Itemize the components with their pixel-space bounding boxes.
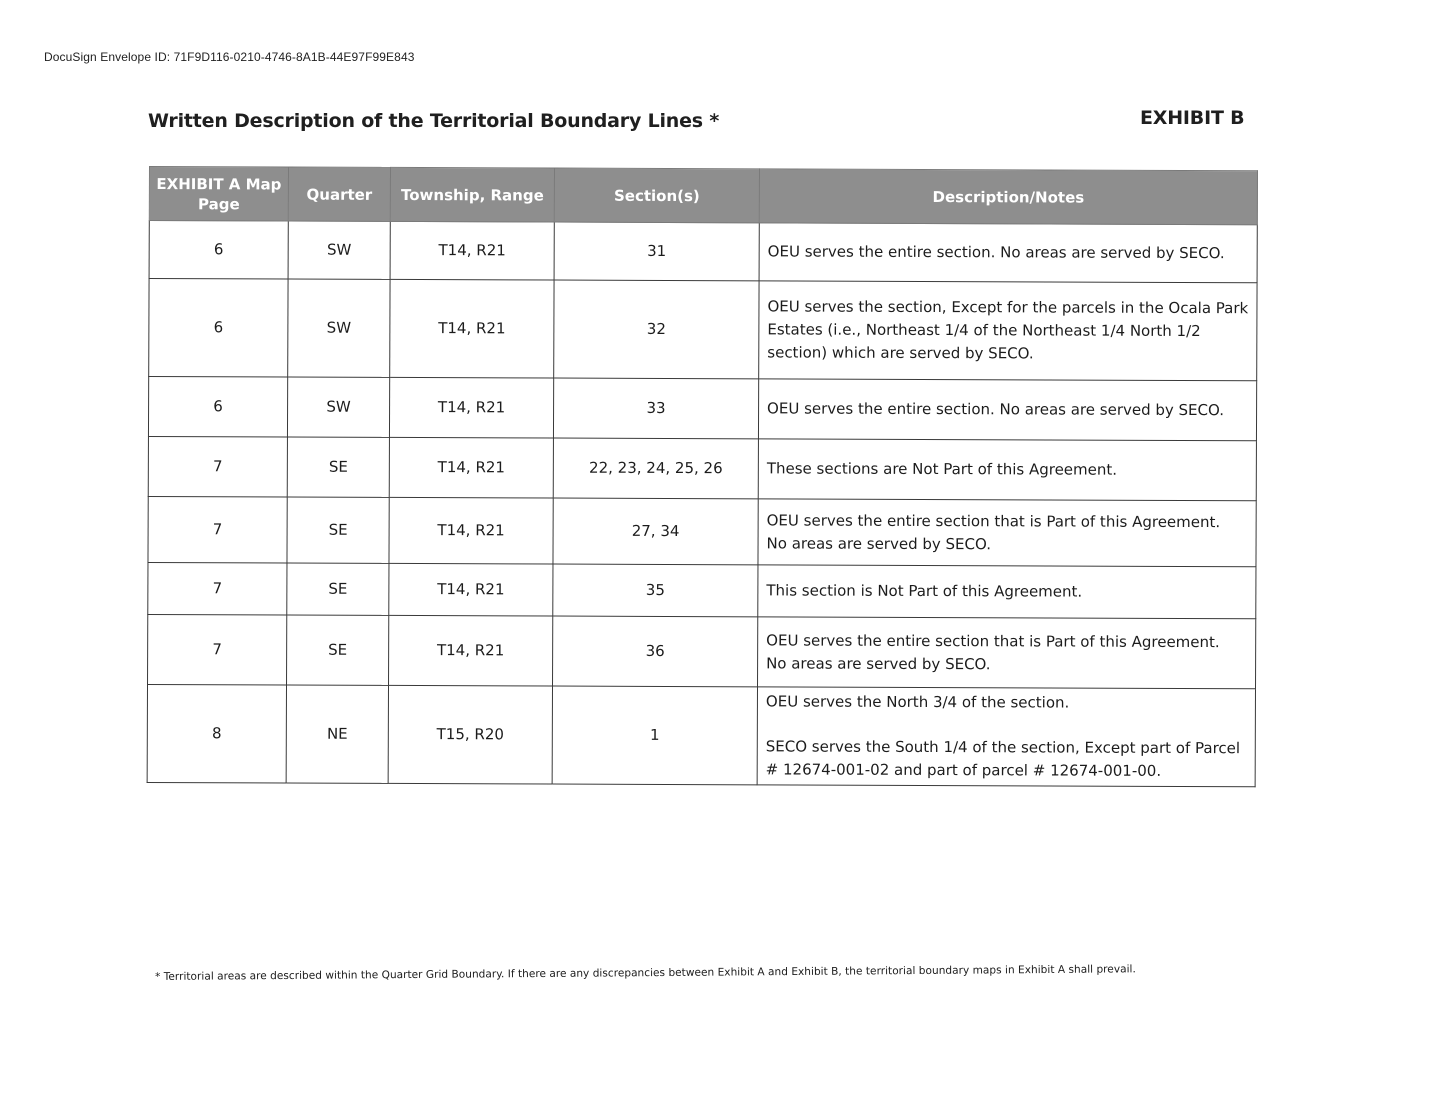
cell-township-range: T14, R21 bbox=[390, 221, 554, 280]
table-row bbox=[149, 279, 1257, 381]
description-line: Estates (i.e., Northeast 1/4 of the Northeast 1/4 North 1/2 bbox=[767, 320, 1201, 341]
cell-sections: 27, 34 bbox=[553, 498, 758, 565]
table-header-row bbox=[149, 167, 1257, 225]
cell-township-range: T14, R21 bbox=[390, 279, 554, 378]
boundary-table-container bbox=[147, 166, 1257, 787]
header-township-range: Township, Range bbox=[390, 167, 554, 222]
table-row bbox=[148, 614, 1256, 688]
cell-description bbox=[759, 223, 1257, 283]
document-title: Written Description of the Territorial Boundary Lines * bbox=[148, 110, 720, 132]
description-line: section) which are served by SECO. bbox=[767, 343, 1034, 363]
description-line: SECO serves the South 1/4 of the section, Except part of Parcel bbox=[765, 737, 1241, 758]
cell-sections: 35 bbox=[553, 564, 758, 617]
cell-map-page: 6 bbox=[149, 221, 288, 280]
cell-description bbox=[757, 687, 1255, 787]
cell-map-page: 7 bbox=[148, 614, 287, 685]
cell-map-page: 6 bbox=[149, 279, 288, 378]
description-line: OEU serves the section, Except for the parcels in the Ocala Park bbox=[767, 297, 1249, 318]
cell-township-range: T14, R21 bbox=[389, 563, 553, 616]
table-row bbox=[148, 562, 1256, 618]
footnote: * Territorial areas are described within the Quarter Grid Boundary. If there are any discrepancies between Exhibit A and Exhibit B, the territorial boundary maps in Exhibit A shall prevail. bbox=[155, 963, 1136, 983]
cell-sections: 1 bbox=[552, 686, 757, 785]
cell-sections: 22, 23, 24, 25, 26 bbox=[553, 438, 758, 499]
description-line: OEU serves the North 3/4 of the section. bbox=[765, 692, 1070, 712]
description-line: No areas are served by SECO. bbox=[766, 533, 992, 553]
cell-description bbox=[759, 281, 1257, 381]
cell-description bbox=[758, 499, 1256, 567]
description-line: OEU serves the entire section. No areas are served by SECO. bbox=[767, 242, 1225, 263]
header-map-page: EXHIBIT A Map Page bbox=[149, 167, 288, 222]
description-line: This section is Not Part of this Agreement. bbox=[766, 581, 1083, 601]
cell-description bbox=[758, 617, 1256, 689]
envelope-id: DocuSign Envelope ID: 71F9D116-0210-4746-8A1B-44E97F99E843 bbox=[44, 50, 415, 64]
cell-quarter: SE bbox=[287, 563, 389, 615]
cell-quarter: SW bbox=[288, 279, 390, 377]
table-row bbox=[148, 496, 1256, 566]
cell-description bbox=[758, 379, 1256, 441]
cell-map-page: 7 bbox=[148, 436, 287, 497]
cell-sections: 36 bbox=[553, 616, 758, 687]
table-row bbox=[148, 377, 1256, 441]
table-row bbox=[149, 221, 1257, 283]
cell-quarter: SE bbox=[287, 497, 389, 563]
cell-map-page: 7 bbox=[148, 562, 287, 615]
cell-township-range: T14, R21 bbox=[389, 497, 553, 564]
header-quarter: Quarter bbox=[288, 167, 390, 221]
table-row bbox=[148, 436, 1256, 500]
description-line: OEU serves the entire section. No areas are served by SECO. bbox=[767, 399, 1225, 420]
cell-township-range: T15, R20 bbox=[388, 685, 552, 784]
cell-map-page: 8 bbox=[147, 684, 286, 783]
cell-map-page: 7 bbox=[148, 496, 287, 563]
boundary-table bbox=[147, 166, 1258, 787]
cell-description bbox=[758, 565, 1256, 619]
cell-description bbox=[758, 439, 1256, 501]
description-gap bbox=[766, 713, 1247, 737]
description-line: No areas are served by SECO. bbox=[766, 653, 991, 673]
cell-township-range: T14, R21 bbox=[389, 377, 553, 438]
description-line: These sections are Not Part of this Agreement. bbox=[766, 459, 1118, 479]
exhibit-label: EXHIBIT B bbox=[1140, 107, 1245, 129]
cell-quarter: SE bbox=[287, 437, 389, 497]
cell-quarter: SW bbox=[287, 377, 389, 437]
table-body bbox=[147, 221, 1257, 787]
cell-quarter: SW bbox=[288, 221, 390, 279]
description-line: OEU serves the entire section that is Part of this Agreement. bbox=[766, 510, 1221, 531]
table-row bbox=[147, 684, 1255, 786]
header-sections: Section(s) bbox=[554, 168, 759, 223]
cell-map-page: 6 bbox=[148, 377, 287, 438]
cell-sections: 33 bbox=[553, 378, 758, 439]
cell-township-range: T14, R21 bbox=[389, 437, 553, 498]
cell-sections: 32 bbox=[554, 280, 759, 379]
header-description: Description/Notes bbox=[759, 169, 1257, 225]
description-line: # 12674-001-02 and part of parcel # 12674-001-00. bbox=[765, 760, 1162, 780]
description-line: OEU serves the entire section that is Part of this Agreement. bbox=[766, 630, 1220, 651]
cell-quarter: SE bbox=[287, 615, 389, 685]
cell-township-range: T14, R21 bbox=[389, 615, 553, 686]
cell-quarter: NE bbox=[286, 685, 388, 783]
cell-sections: 31 bbox=[554, 222, 759, 281]
